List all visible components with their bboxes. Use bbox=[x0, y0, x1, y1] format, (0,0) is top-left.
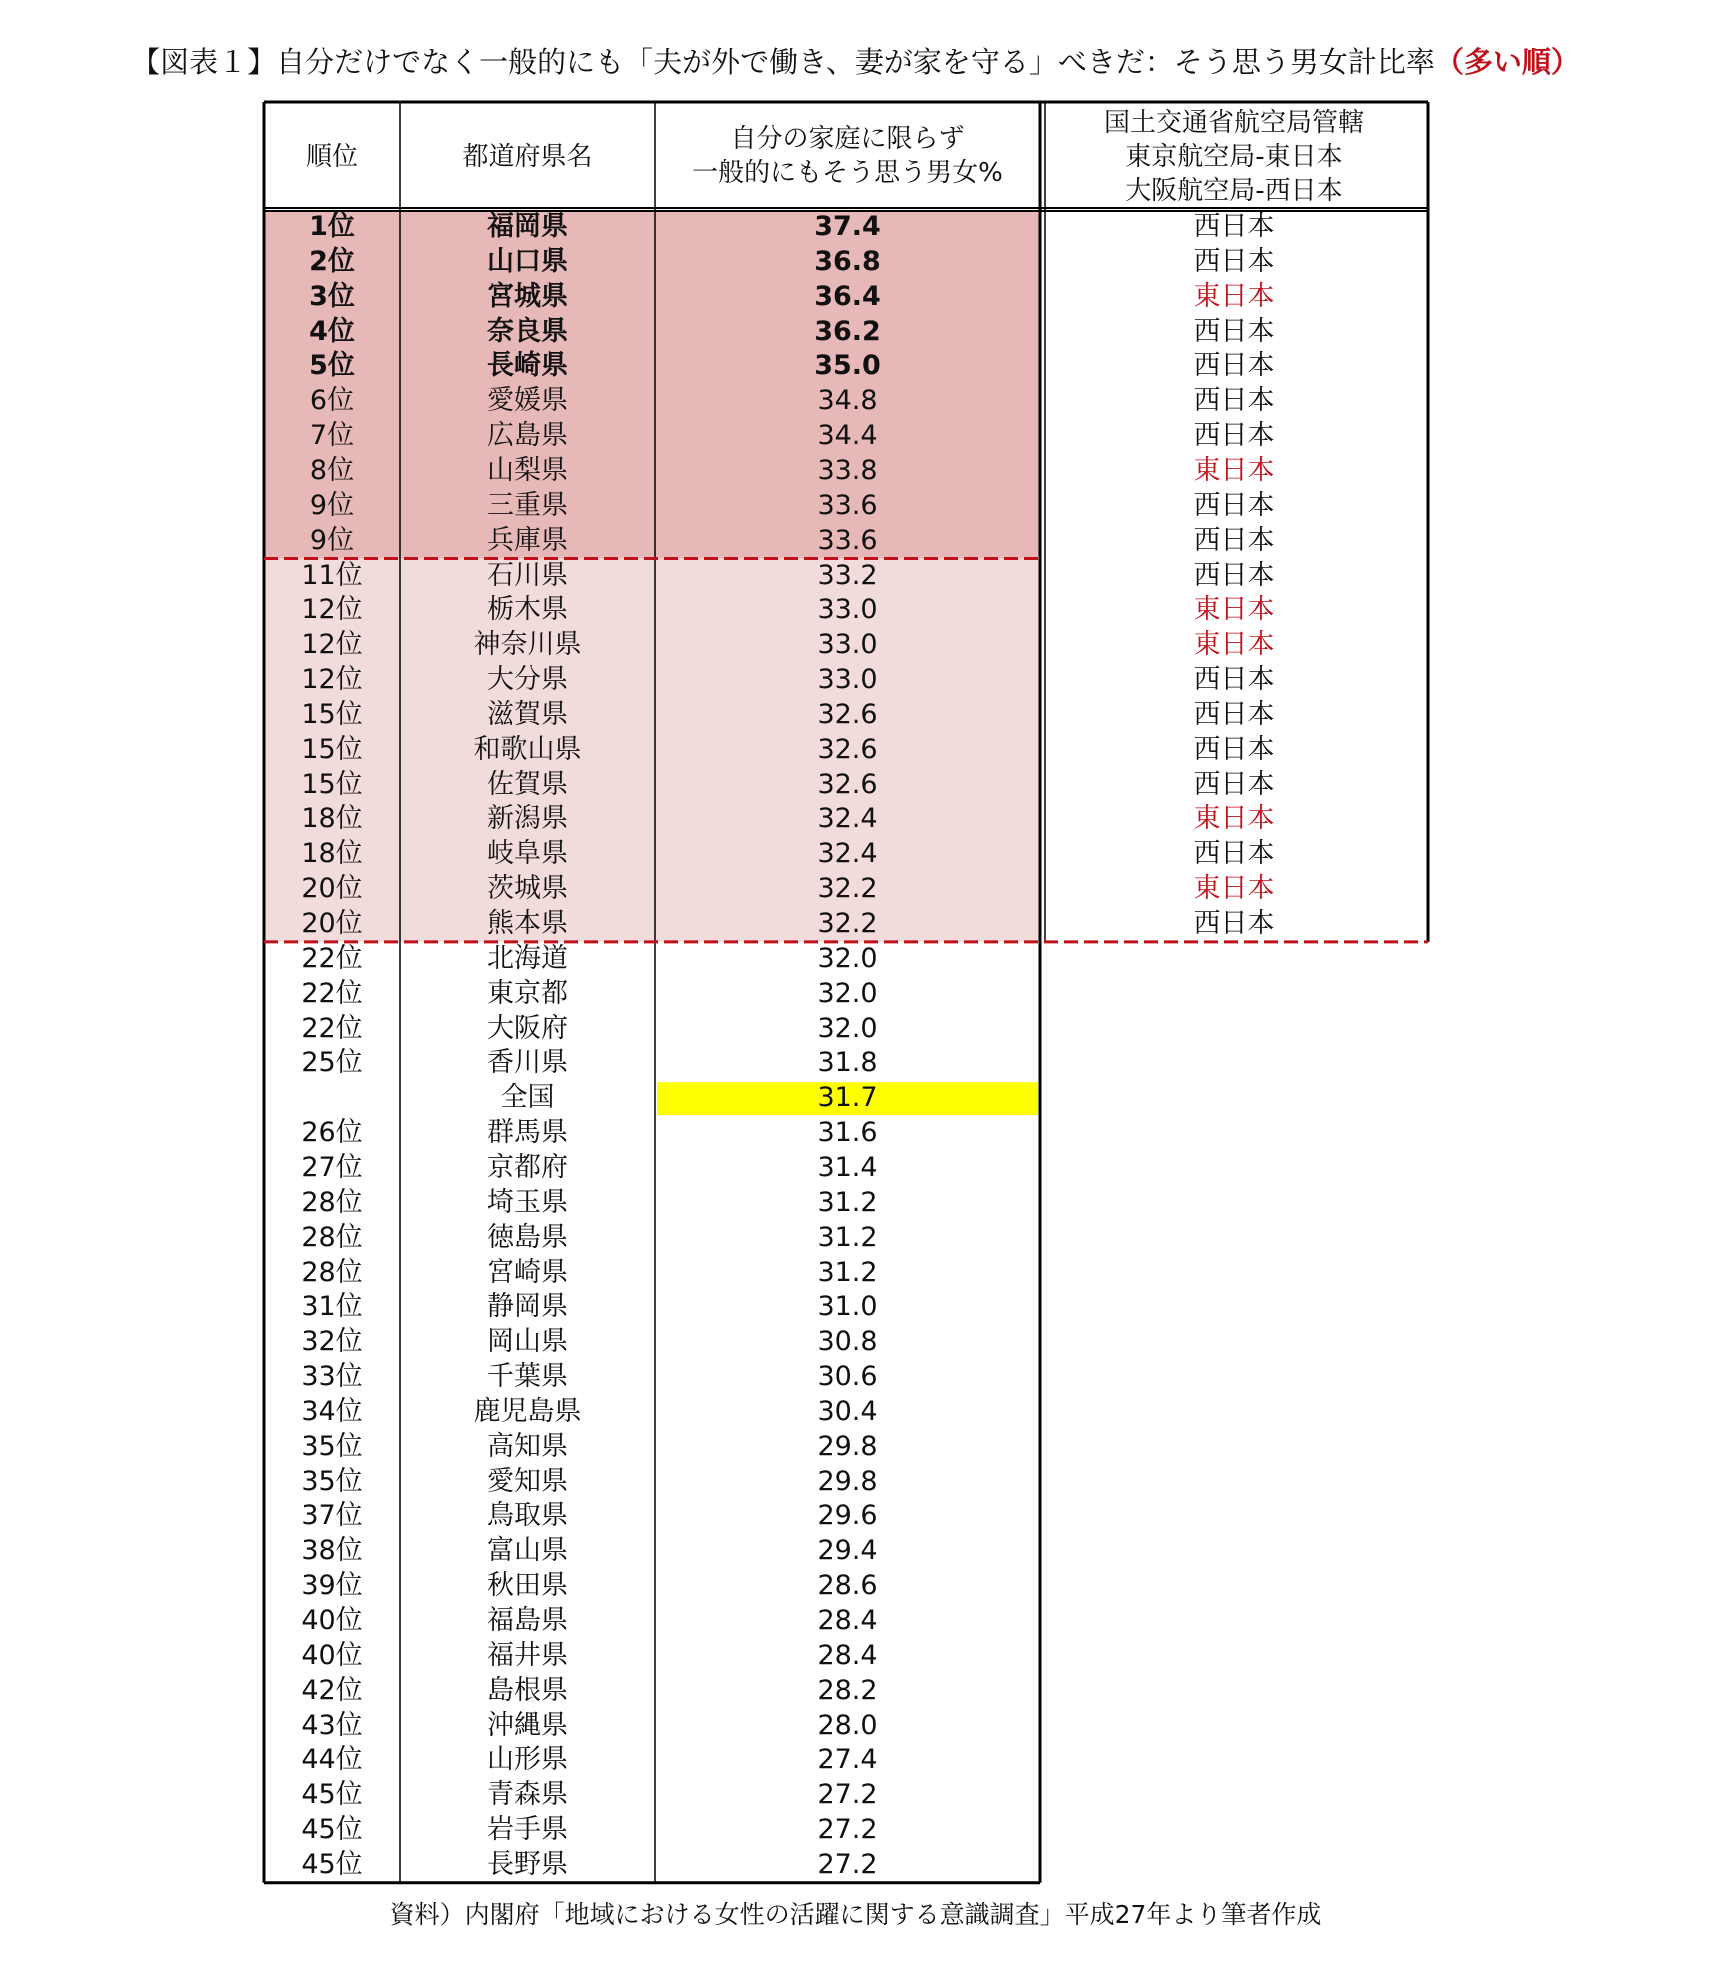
row-24-rank: 22位 bbox=[301, 1012, 363, 1044]
row-14-rank: 12位 bbox=[301, 664, 363, 696]
row-27-prefecture: 群馬県 bbox=[487, 1117, 568, 1149]
row-47-rank: 45位 bbox=[301, 1814, 363, 1846]
header-prefecture: 都道府県名 bbox=[462, 142, 593, 172]
row-8-rank: 8位 bbox=[309, 454, 355, 486]
row-12-prefecture: 栃木県 bbox=[487, 594, 568, 626]
row-44-prefecture: 沖縄県 bbox=[487, 1709, 568, 1741]
row-4-value: 36.2 bbox=[814, 315, 881, 347]
row-42-value: 28.4 bbox=[817, 1639, 878, 1671]
row-30-prefecture: 徳島県 bbox=[487, 1221, 568, 1253]
row-8-value: 33.8 bbox=[817, 454, 878, 486]
row-4-rank: 4位 bbox=[309, 315, 355, 347]
row-48-value: 27.2 bbox=[817, 1848, 878, 1880]
row-32-rank: 31位 bbox=[301, 1291, 363, 1323]
row-47-prefecture: 岩手県 bbox=[487, 1814, 568, 1846]
row-5-value: 35.0 bbox=[814, 350, 881, 382]
header-region-line3: 大阪航空局-西日本 bbox=[1125, 176, 1343, 206]
row-46-prefecture: 青森県 bbox=[487, 1779, 568, 1811]
row-31-prefecture: 宮崎県 bbox=[487, 1256, 568, 1288]
row-6-rank: 6位 bbox=[309, 385, 355, 417]
chart-title-highlight: （多い順） bbox=[1434, 45, 1580, 79]
row-2-region: 西日本 bbox=[1193, 245, 1275, 277]
row-16-region: 西日本 bbox=[1193, 733, 1275, 765]
row-43-rank: 42位 bbox=[301, 1674, 363, 1706]
row-19-region: 西日本 bbox=[1193, 838, 1275, 870]
row-20-value: 32.2 bbox=[817, 873, 878, 905]
row-4-region: 西日本 bbox=[1193, 315, 1275, 347]
row-44-value: 28.0 bbox=[817, 1709, 878, 1741]
header-value-line2: 一般的にもそう思う男女% bbox=[692, 158, 1003, 188]
row-37-rank: 35位 bbox=[301, 1465, 363, 1497]
row-26-value: 31.7 bbox=[817, 1082, 878, 1114]
row-39-rank: 38位 bbox=[301, 1535, 363, 1567]
row-33-rank: 32位 bbox=[301, 1326, 363, 1358]
row-26-prefecture: 全国 bbox=[500, 1082, 555, 1114]
row-6-prefecture: 愛媛県 bbox=[487, 385, 568, 417]
row-3-value: 36.4 bbox=[814, 280, 881, 312]
row-9-region: 西日本 bbox=[1193, 489, 1275, 521]
row-29-rank: 28位 bbox=[301, 1186, 363, 1218]
row-1-region: 西日本 bbox=[1193, 211, 1275, 242]
row-16-value: 32.6 bbox=[817, 733, 878, 765]
header-region-line2: 東京航空局-東日本 bbox=[1125, 142, 1343, 172]
row-31-rank: 28位 bbox=[301, 1256, 363, 1288]
row-30-value: 31.2 bbox=[817, 1221, 878, 1253]
row-10-value: 33.6 bbox=[817, 524, 878, 556]
row-12-region: 東日本 bbox=[1193, 594, 1275, 626]
row-10-prefecture: 兵庫県 bbox=[487, 524, 568, 556]
row-18-region: 東日本 bbox=[1193, 803, 1275, 835]
row-5-region: 西日本 bbox=[1193, 350, 1275, 382]
row-27-value: 31.6 bbox=[817, 1117, 878, 1149]
row-29-value: 31.2 bbox=[817, 1186, 878, 1218]
row-15-rank: 15位 bbox=[301, 698, 363, 730]
row-25-rank: 25位 bbox=[301, 1047, 363, 1079]
row-24-prefecture: 大阪府 bbox=[487, 1012, 568, 1044]
row-9-value: 33.6 bbox=[817, 489, 878, 521]
row-7-region: 西日本 bbox=[1193, 420, 1275, 452]
row-16-prefecture: 和歌山県 bbox=[473, 733, 582, 765]
row-17-value: 32.6 bbox=[817, 768, 878, 800]
row-38-prefecture: 鳥取県 bbox=[487, 1500, 568, 1532]
row-25-value: 31.8 bbox=[817, 1047, 878, 1079]
row-45-rank: 44位 bbox=[301, 1744, 363, 1776]
row-18-value: 32.4 bbox=[817, 803, 878, 835]
row-23-rank: 22位 bbox=[301, 977, 363, 1009]
row-28-value: 31.4 bbox=[817, 1151, 878, 1183]
row-35-rank: 34位 bbox=[301, 1395, 363, 1427]
row-18-prefecture: 新潟県 bbox=[487, 803, 568, 835]
row-41-value: 28.4 bbox=[817, 1605, 878, 1636]
row-31-value: 31.2 bbox=[817, 1256, 878, 1288]
row-19-prefecture: 岐阜県 bbox=[487, 838, 568, 870]
row-39-prefecture: 富山県 bbox=[487, 1535, 568, 1567]
row-2-value: 36.8 bbox=[814, 245, 881, 277]
row-38-value: 29.6 bbox=[817, 1500, 878, 1532]
row-12-rank: 12位 bbox=[301, 594, 363, 626]
row-17-region: 西日本 bbox=[1193, 768, 1275, 800]
row-8-region: 東日本 bbox=[1193, 454, 1275, 486]
row-33-prefecture: 岡山県 bbox=[487, 1326, 568, 1358]
row-19-value: 32.4 bbox=[817, 838, 878, 870]
row-45-value: 27.4 bbox=[817, 1744, 878, 1776]
row-11-value: 33.2 bbox=[817, 559, 878, 591]
row-36-value: 29.8 bbox=[817, 1430, 878, 1462]
row-40-rank: 39位 bbox=[301, 1570, 363, 1602]
row-29-prefecture: 埼玉県 bbox=[487, 1186, 568, 1218]
row-27-rank: 26位 bbox=[301, 1117, 363, 1149]
row-43-prefecture: 島根県 bbox=[487, 1674, 568, 1706]
row-17-prefecture: 佐賀県 bbox=[487, 768, 568, 800]
row-46-value: 27.2 bbox=[817, 1779, 878, 1811]
row-2-rank: 2位 bbox=[309, 245, 355, 277]
row-44-rank: 43位 bbox=[301, 1709, 363, 1741]
row-13-prefecture: 神奈川県 bbox=[473, 629, 582, 661]
row-9-rank: 9位 bbox=[309, 489, 355, 521]
row-11-prefecture: 石川県 bbox=[487, 559, 568, 591]
row-23-prefecture: 東京都 bbox=[487, 977, 568, 1009]
header-region-line1: 国土交通省航空局管轄 bbox=[1103, 108, 1364, 138]
row-36-prefecture: 高知県 bbox=[487, 1430, 568, 1462]
row-7-prefecture: 広島県 bbox=[487, 420, 568, 452]
row-41-prefecture: 福島県 bbox=[487, 1605, 568, 1636]
row-30-rank: 28位 bbox=[301, 1221, 363, 1253]
row-23-value: 32.0 bbox=[817, 977, 878, 1009]
row-10-rank: 9位 bbox=[309, 524, 355, 556]
row-14-region: 西日本 bbox=[1193, 664, 1275, 696]
row-13-region: 東日本 bbox=[1193, 629, 1275, 661]
row-15-value: 32.6 bbox=[817, 698, 878, 730]
row-39-value: 29.4 bbox=[817, 1535, 878, 1567]
row-26-rank bbox=[264, 1080, 400, 1115]
row-42-prefecture: 福井県 bbox=[487, 1639, 568, 1671]
row-47-value: 27.2 bbox=[817, 1814, 878, 1846]
row-18-rank: 18位 bbox=[301, 803, 363, 835]
row-11-rank: 11位 bbox=[301, 559, 363, 591]
row-21-region: 西日本 bbox=[1193, 908, 1275, 939]
row-22-value: 32.0 bbox=[817, 942, 878, 974]
row-28-prefecture: 京都府 bbox=[487, 1151, 568, 1183]
row-1-value: 37.4 bbox=[814, 211, 881, 242]
row-5-rank: 5位 bbox=[309, 350, 355, 382]
row-7-value: 34.4 bbox=[817, 420, 878, 452]
row-9-prefecture: 三重県 bbox=[487, 489, 568, 521]
row-32-prefecture: 静岡県 bbox=[487, 1291, 568, 1323]
row-37-value: 29.8 bbox=[817, 1465, 878, 1497]
row-36-rank: 35位 bbox=[301, 1430, 363, 1462]
row-16-rank: 15位 bbox=[301, 733, 363, 765]
row-25-prefecture: 香川県 bbox=[487, 1047, 568, 1079]
row-42-rank: 40位 bbox=[301, 1639, 363, 1671]
row-12-value: 33.0 bbox=[817, 594, 878, 626]
row-33-value: 30.8 bbox=[817, 1326, 878, 1358]
row-19-rank: 18位 bbox=[301, 838, 363, 870]
row-48-rank: 45位 bbox=[301, 1848, 363, 1880]
row-21-prefecture: 熊本県 bbox=[487, 908, 568, 939]
row-34-prefecture: 千葉県 bbox=[487, 1361, 568, 1393]
row-1-rank: 1位 bbox=[309, 211, 355, 242]
row-40-prefecture: 秋田県 bbox=[487, 1570, 568, 1602]
header-region bbox=[1040, 106, 1428, 208]
row-3-region: 東日本 bbox=[1193, 280, 1275, 312]
row-13-rank: 12位 bbox=[301, 629, 363, 661]
header-rank: 順位 bbox=[305, 142, 358, 172]
header-value-line1: 自分の家庭に限らず bbox=[730, 124, 965, 154]
row-6-region: 西日本 bbox=[1193, 385, 1275, 417]
row-4-prefecture: 奈良県 bbox=[487, 315, 568, 347]
row-2-prefecture: 山口県 bbox=[487, 245, 568, 277]
row-43-value: 28.2 bbox=[817, 1674, 878, 1706]
row-1-prefecture: 福岡県 bbox=[487, 211, 568, 242]
row-40-value: 28.6 bbox=[817, 1570, 878, 1602]
row-46-rank: 45位 bbox=[301, 1779, 363, 1811]
row-15-region: 西日本 bbox=[1193, 698, 1275, 730]
row-14-prefecture: 大分県 bbox=[487, 664, 568, 696]
row-6-value: 34.8 bbox=[817, 385, 878, 417]
row-3-rank: 3位 bbox=[309, 280, 355, 312]
row-21-value: 32.2 bbox=[817, 908, 878, 939]
row-3-prefecture: 宮城県 bbox=[487, 280, 568, 312]
row-41-rank: 40位 bbox=[301, 1605, 363, 1636]
row-37-prefecture: 愛知県 bbox=[487, 1465, 568, 1497]
row-11-region: 西日本 bbox=[1193, 559, 1275, 591]
row-21-rank: 20位 bbox=[301, 908, 363, 939]
row-22-prefecture: 北海道 bbox=[487, 942, 568, 974]
row-10-region: 西日本 bbox=[1193, 524, 1275, 556]
row-34-value: 30.6 bbox=[817, 1361, 878, 1393]
row-45-prefecture: 山形県 bbox=[487, 1744, 568, 1776]
row-20-region: 東日本 bbox=[1193, 873, 1275, 905]
row-32-value: 31.0 bbox=[817, 1291, 878, 1323]
row-22-rank: 22位 bbox=[301, 942, 363, 974]
row-38-rank: 37位 bbox=[301, 1500, 363, 1532]
row-20-rank: 20位 bbox=[301, 873, 363, 905]
row-34-rank: 33位 bbox=[301, 1361, 363, 1393]
row-17-rank: 15位 bbox=[301, 768, 363, 800]
row-7-rank: 7位 bbox=[309, 420, 355, 452]
header-value bbox=[655, 122, 1040, 190]
chart-title-main: 【図表１】自分だけでなく一般的にも「夫が外で働き、妻が家を守る」べきだ：そう思う男女計比率 bbox=[131, 45, 1435, 79]
row-35-value: 30.4 bbox=[817, 1395, 878, 1427]
row-5-prefecture: 長崎県 bbox=[487, 350, 568, 382]
source-note: 資料）内閣府「地域における女性の活躍に関する意識調査」平成27年より筆者作成 bbox=[389, 1900, 1322, 1929]
row-48-prefecture: 長野県 bbox=[487, 1848, 568, 1880]
row-15-prefecture: 滋賀県 bbox=[487, 698, 568, 730]
row-24-value: 32.0 bbox=[817, 1012, 878, 1044]
row-20-prefecture: 茨城県 bbox=[487, 873, 568, 905]
row-13-value: 33.0 bbox=[817, 629, 878, 661]
row-28-rank: 27位 bbox=[301, 1151, 363, 1183]
row-14-value: 33.0 bbox=[817, 664, 878, 696]
row-35-prefecture: 鹿児島県 bbox=[473, 1395, 582, 1427]
row-8-prefecture: 山梨県 bbox=[487, 454, 568, 486]
